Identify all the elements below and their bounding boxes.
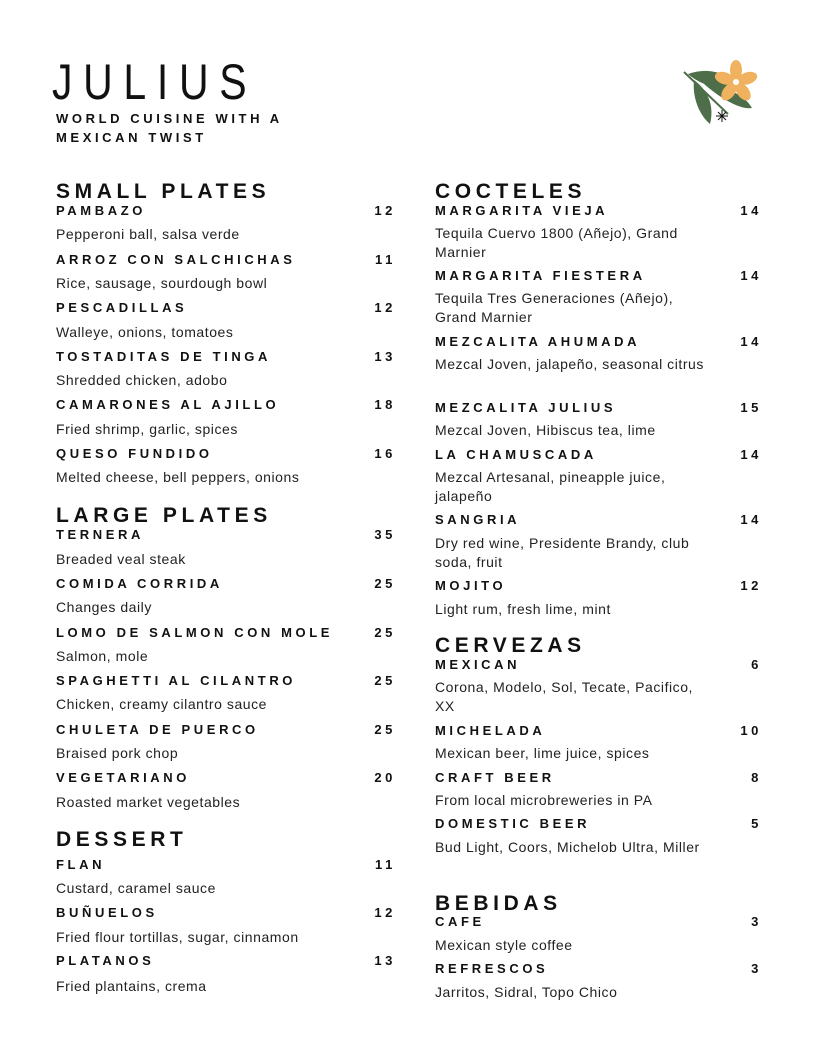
menu-item-name: CRAFT BEER (435, 770, 555, 785)
restaurant-title: JULIUS (52, 54, 258, 110)
menu-item-price: 18 (374, 397, 396, 412)
menu-item-price: 14 (740, 203, 762, 218)
menu-item-description: Light rum, fresh lime, mint (435, 601, 611, 617)
menu-item-price: 25 (374, 722, 396, 737)
menu-item-price: 14 (740, 512, 762, 527)
menu-item-description: Fried flour tortillas, sugar, cinnamon (56, 929, 299, 945)
menu-item-name: FLAN (56, 857, 106, 872)
menu-item-name: CAFE (435, 914, 485, 929)
menu-item-price: 12 (374, 300, 396, 315)
section-heading: SMALL PLATES (56, 180, 271, 203)
menu-item-description: Fried shrimp, garlic, spices (56, 421, 238, 437)
menu-item-description: Shredded chicken, adobo (56, 372, 228, 388)
menu-item-description: Corona, Modelo, Sol, Tecate, Pacifico, XX (435, 679, 693, 714)
menu-item-description: Breaded veal steak (56, 551, 186, 567)
menu-item-description: From local microbreweries in PA (435, 792, 653, 808)
menu-item-name: LOMO DE SALMON CON MOLE (56, 625, 334, 640)
menu-item-price: 13 (374, 953, 396, 968)
menu-item-description: Bud Light, Coors, Michelob Ultra, Miller (435, 839, 700, 855)
menu-item-description: Jarritos, Sidral, Topo Chico (435, 984, 618, 1000)
menu-item-name: MEXICAN (435, 657, 521, 672)
menu-item-price: 13 (374, 349, 396, 364)
menu-item-description: Melted cheese, bell peppers, onions (56, 469, 300, 485)
menu-item-price: 14 (740, 334, 762, 349)
menu-item-name: CHULETA DE PUERCO (56, 722, 259, 737)
menu-item-name: TERNERA (56, 527, 145, 542)
menu-item-price: 35 (374, 527, 396, 542)
menu-item-name: MICHELADA (435, 723, 546, 738)
menu-item-price: 12 (374, 203, 396, 218)
menu-item-name: MOJITO (435, 578, 507, 593)
menu-item-price: 16 (374, 446, 396, 461)
restaurant-tagline: WORLD CUISINE WITH A MEXICAN TWIST (56, 111, 283, 145)
menu-item-price: 14 (740, 268, 762, 283)
menu-item-description: Chicken, creamy cilantro sauce (56, 696, 268, 712)
flower-logo-icon (680, 58, 762, 132)
section-heading: LARGE PLATES (56, 504, 272, 527)
menu-item-price: 10 (740, 723, 762, 738)
menu-item-price: 6 (751, 657, 762, 672)
menu-item-price: 11 (375, 252, 396, 267)
menu-item-name: ARROZ CON SALCHICHAS (56, 252, 296, 267)
section-heading: COCTELES (435, 180, 587, 203)
menu-item-name: TOSTADITAS DE TINGA (56, 349, 272, 364)
menu-item-description: Changes daily (56, 599, 152, 615)
menu-item-price: 5 (751, 816, 762, 831)
menu-item-name: SPAGHETTI AL CILANTRO (56, 673, 297, 688)
section-heading: DESSERT (56, 828, 188, 851)
menu-item-price: 3 (751, 914, 762, 929)
menu-item-description: Salmon, mole (56, 648, 149, 664)
menu-item-price: 15 (740, 400, 762, 415)
menu-item-price: 11 (375, 857, 396, 872)
menu-item-name: MARGARITA FIESTERA (435, 268, 646, 283)
menu-item-name: COMIDA CORRIDA (56, 576, 223, 591)
menu-item-description: Mezcal Joven, jalapeño, seasonal citrus (435, 356, 704, 372)
menu-item-description: Mexican beer, lime juice, spices (435, 745, 650, 761)
section-heading: CERVEZAS (435, 634, 586, 657)
menu-item-name: MEZCALITA JULIUS (435, 400, 617, 415)
menu-item-description: Rice, sausage, sourdough bowl (56, 275, 268, 291)
menu-item-description: Mexican style coffee (435, 937, 573, 953)
menu-item-price: 25 (374, 576, 396, 591)
menu-item-name: MARGARITA VIEJA (435, 203, 609, 218)
menu-item-name: REFRESCOS (435, 961, 549, 976)
menu-item-description: Tequila Cuervo 1800 (Añejo), Grand Marnier (435, 225, 678, 260)
menu-item-name: BUÑUELOS (56, 905, 158, 920)
menu-item-description: Mezcal Joven, Hibiscus tea, lime (435, 422, 656, 438)
section-heading: BEBIDAS (435, 892, 562, 915)
menu-item-name: MEZCALITA AHUMADA (435, 334, 641, 349)
menu-item-price: 3 (751, 961, 762, 976)
menu-item-description: Pepperoni ball, salsa verde (56, 226, 240, 242)
menu-item-price: 25 (374, 673, 396, 688)
menu-item-description: Mezcal Artesanal, pineapple juice, jalapeño (435, 469, 666, 504)
menu-item-description: Roasted market vegetables (56, 794, 241, 810)
menu-item-price: 12 (374, 905, 396, 920)
menu-item-description: Custard, caramel sauce (56, 880, 216, 896)
menu-item-name: LA CHAMUSCADA (435, 447, 597, 462)
menu-item-price: 25 (374, 625, 396, 640)
menu-item-description: Walleye, onions, tomatoes (56, 324, 234, 340)
menu-item-name: VEGETARIANO (56, 770, 190, 785)
menu-item-price: 8 (751, 770, 762, 785)
menu-item-price: 12 (740, 578, 762, 593)
menu-item-name: PAMBAZO (56, 203, 146, 218)
menu-item-name: QUESO FUNDIDO (56, 446, 213, 461)
menu-item-price: 14 (740, 447, 762, 462)
menu-item-name: PLATANOS (56, 953, 155, 968)
menu-item-description: Tequila Tres Generaciones (Añejo), Grand Marnier (435, 290, 674, 325)
menu-item-name: PESCADILLAS (56, 300, 188, 315)
menu-item-description: Dry red wine, Presidente Brandy, club soda, fruit (435, 535, 690, 570)
menu-item-name: CAMARONES AL AJILLO (56, 397, 280, 412)
menu-item-price: 20 (374, 770, 396, 785)
menu-item-description: Fried plantains, crema (56, 978, 207, 994)
menu-item-name: SANGRIA (435, 512, 521, 527)
menu-item-name: DOMESTIC BEER (435, 816, 591, 831)
menu-item-description: Braised pork chop (56, 745, 179, 761)
